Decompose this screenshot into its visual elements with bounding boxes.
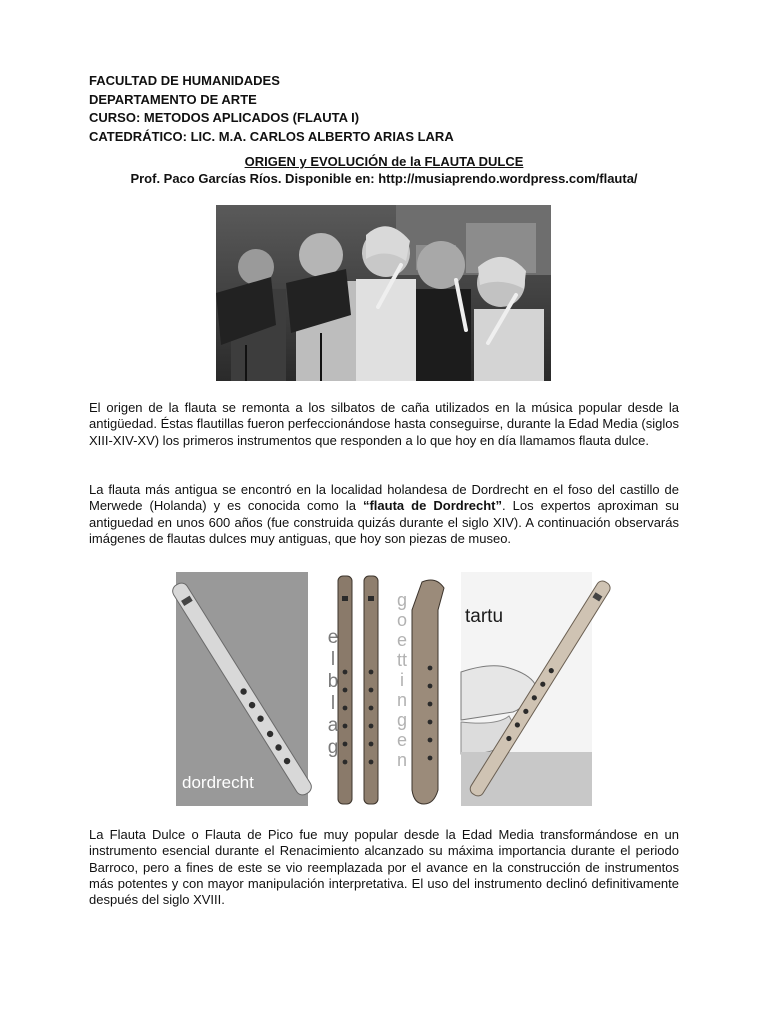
course-line: CURSO: METODOS APLICADOS (FLAUTA I) <box>89 110 360 125</box>
tartu-label: tartu <box>465 606 504 627</box>
department-line: DEPARTAMENTO DE ARTE <box>89 91 257 107</box>
tartu-flute-photo <box>461 572 592 806</box>
document-subtitle: Prof. Paco Garcías Ríos. Disponible en: http://musiaprendo.wordpress.com/flauta/ <box>130 171 638 186</box>
paragraph-dordrecht <box>89 482 679 547</box>
children-recorder-photo <box>216 205 551 381</box>
document-header <box>89 72 454 146</box>
elblag-label: elblag <box>327 627 339 758</box>
paragraph-dordrecht-part1: La flauta más antigua se encontró en la localidad holandesa de Dordrecht en el foso del castillo de Merwede (Holanda) y es conocida como la <box>89 482 679 514</box>
paragraph-evolution: La Flauta Dulce o Flauta de Pico fue muy popular desde la Edad Media transformándose en un instrumento esencial durante el Renacimiento alcanzado su máxima importancia durante el periodo Barroco, pero a fines de este se vio reemplazada por el avance en la construcción de instrumentos más potentes y con mayor manipulación interpretativa. El uso del instrumento declinó definitivamente después del siglo XVIII. <box>89 827 679 908</box>
document-title: ORIGEN y EVOLUCIÓN de la FLAUTA DULCE <box>244 154 524 169</box>
dordrecht-flute-photo <box>176 572 308 806</box>
professor-line: CATEDRÁTICO: LIC. M.A. CARLOS ALBERTO ARIAS LARA <box>89 128 454 144</box>
paragraph-origin: El origen de la flauta se remonta a los silbatos de caña utilizados en la música popular desde la antigüedad. Éstas flautillas fueron perfeccionándose hasta conseguirse, durante la Edad Media (siglos XIII-XIV-XV) los primeros instrumentos que responden a lo que hoy en día llamamos flauta dulce. <box>89 400 679 448</box>
paragraph-dordrecht-part2: . Los expertos aproximan su antiguedad en unos 600 años (fue construida quizás durante el siglo XIV). A continuación observarás imágenes de flautas dulces muy antiguas, que hoy son piezas de museo. <box>89 498 679 546</box>
faculty-line: FACULTAD DE HUMANIDADES <box>89 73 280 88</box>
dordrecht-label: dordrecht <box>182 773 254 792</box>
paragraph-dordrecht-bold: “flauta de Dordrecht” <box>362 498 502 514</box>
elblag-goettingen-flute-photo <box>327 572 458 806</box>
goettingen-label: goettingen <box>396 590 407 770</box>
